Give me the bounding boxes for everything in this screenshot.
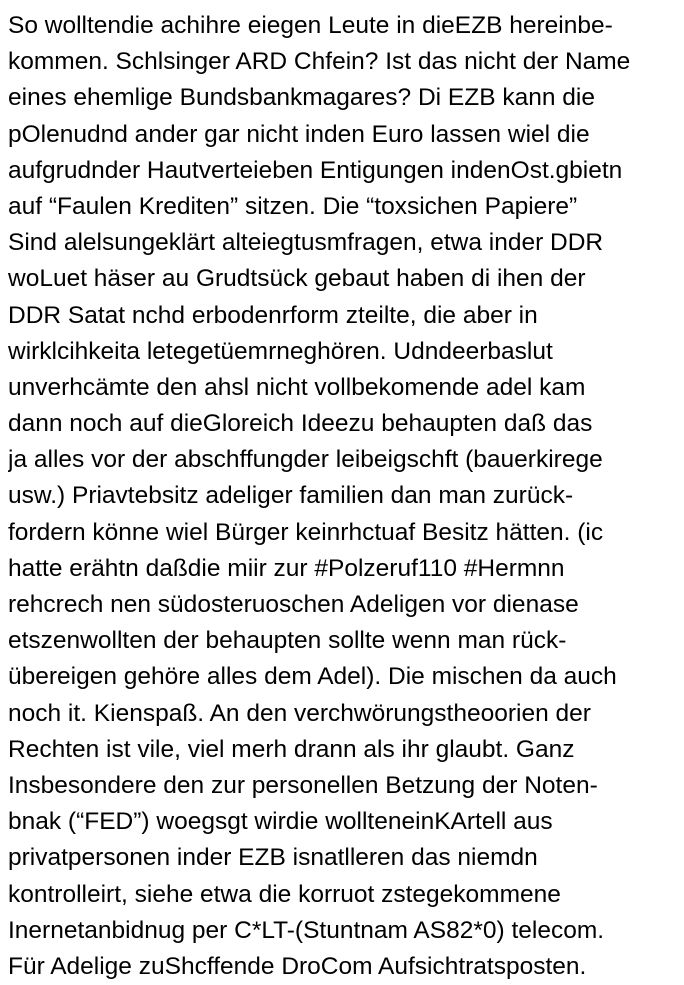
text-line: woLuet häser au Grudtsück gebaut haben di ihen der (8, 265, 586, 293)
text-line: ja alles vor der abschffungder leibeigschft (bauerkirege (8, 446, 603, 474)
text-line: Insbesondere den zur personellen Betzung der Noten- (8, 771, 598, 799)
text-line: Für Adelige zuShcffende DroCom Aufsichtratsposten. (8, 952, 587, 980)
text-line: pOlenudnd ander gar nicht inden Euro lassen wiel die (8, 120, 590, 148)
text-line: So wolltendie achihre eiegen Leute in dieEZB hereinbe- (8, 12, 613, 39)
text-line: dann noch auf dieGloreich Ideezu behaupten daß das (8, 410, 593, 438)
text-line: kontrolleirt, siehe etwa die korruot zstegekommene (8, 880, 561, 908)
text-line: aufgrudnder Hautverteieben Entigungen indenOst.gbietn (8, 156, 623, 184)
text-line: wirklcihkeita letegetüemrneghören. Udndeerbaslut (8, 337, 553, 365)
text-line: rehcrech nen südosteruoschen Adeligen vor dienase (8, 591, 579, 618)
text-line: auf “Faulen Krediten” sitzen. Die “toxsichen Papiere” (8, 192, 578, 220)
text-line: Inernetanbidnug per C*LT-(Stuntnam AS82*0) telecom. (8, 916, 605, 944)
text-line: DDR Satat nchd erbodenrform zteilte, die aber in (8, 301, 538, 329)
text-line: Sind alelsungeklärt alteiegtusmfragen, etwa inder DDR (8, 229, 604, 257)
text-line: usw.) Priavtebsitz adeliger familien dan man zurück- (8, 482, 574, 510)
text-line: unverhcämte den ahsl nicht vollbekomende adel kam (8, 373, 586, 401)
text-line: privatpersonen inder EZB isnatlleren das niemdn (8, 844, 538, 872)
text-line: hatte erähtn daßdie miir zur #Polzeruf110 #Hermnn (8, 554, 565, 582)
text-line: übereigen gehöre alles dem Adel). Die mischen da auch (8, 663, 617, 691)
text-line: noch it. Kienspaß. An den verchwörungstheoorien der (8, 699, 591, 727)
text-line: kommen. Schlsinger ARD Chfein? Ist das nicht der Name (8, 48, 631, 76)
text-line: fordern könne wiel Bürger keinrhctuaf Besitz hätten. (ic (8, 518, 604, 546)
text-line: bnak (“FED”) woegsgt wirdie wollteneinKArtell aus (8, 808, 553, 836)
text-line: etszenwollten der behaupten sollte wenn man rück- (8, 627, 567, 655)
text-line: eines ehemlige Bundsbankmagares? Di EZB kann die (8, 84, 595, 112)
text-line: Rechten ist vile, viel merh drann als ihr glaubt. Ganz (8, 735, 575, 763)
